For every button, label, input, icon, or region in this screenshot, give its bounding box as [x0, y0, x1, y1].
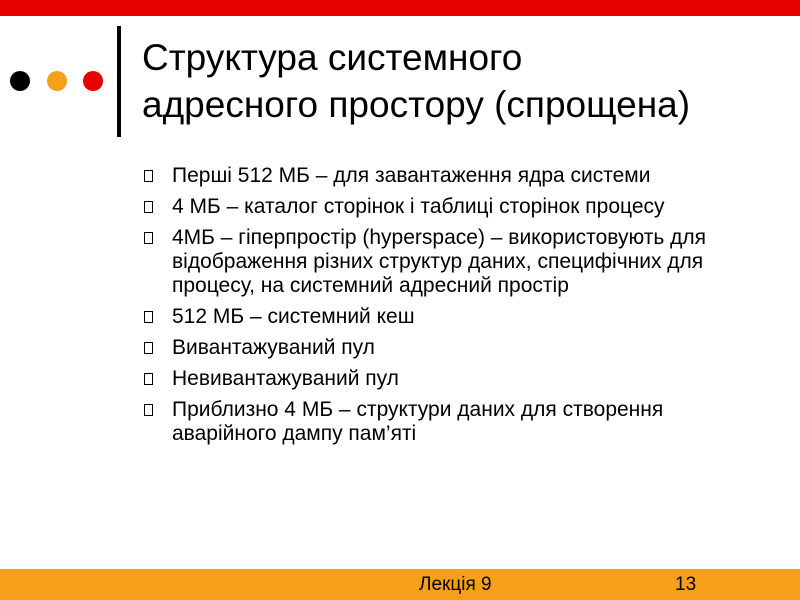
footer-bar — [0, 569, 800, 600]
bullet-box-icon — [142, 370, 156, 388]
slide-title — [142, 34, 782, 128]
footer-lecture-label: Лекція 9 — [419, 574, 492, 595]
top-accent-bar — [0, 0, 800, 16]
black-dot-icon — [10, 71, 30, 91]
red-dot-icon — [83, 71, 103, 91]
slide-title-line-2: адресного простору (спрощена) — [142, 84, 691, 125]
page-number: 13 — [675, 574, 697, 595]
list-item — [142, 226, 762, 298]
bullet-box-icon — [142, 308, 156, 326]
list-item — [142, 164, 762, 188]
list-item — [142, 336, 762, 360]
bullet-box-icon — [142, 339, 156, 357]
bullet-text: Перші 512 МБ – для завантаження ядра системи — [172, 164, 651, 187]
list-item — [142, 367, 762, 391]
bullet-box-icon — [142, 198, 156, 216]
orange-dot-icon — [47, 71, 67, 91]
bullet-text: 4 МБ – каталог сторінок і таблиці сторінок процесу — [172, 195, 665, 218]
list-item — [142, 195, 762, 219]
bullet-text: 4МБ – гіперпростір (hyperspace) – використовують для відображення різних структур даних, специфічних для процесу, на системний адресний простір — [172, 226, 707, 297]
bullet-text: 512 МБ – системний кеш — [172, 305, 415, 328]
bullet-box-icon — [142, 401, 156, 419]
bullet-text: Приблизно 4 МБ – структури даних для створення аварійного дампу пам’яті — [172, 398, 664, 445]
list-item — [142, 398, 762, 446]
title-divider — [117, 26, 121, 137]
bullet-text: Вивантажуваний пул — [172, 336, 375, 359]
bullet-box-icon — [142, 167, 156, 185]
bullet-text: Невивантажуваний пул — [172, 367, 399, 390]
list-item — [142, 305, 762, 329]
bullet-list — [142, 164, 762, 453]
slide-title-line-1: Структура системного — [142, 37, 523, 78]
bullet-box-icon — [142, 229, 156, 247]
